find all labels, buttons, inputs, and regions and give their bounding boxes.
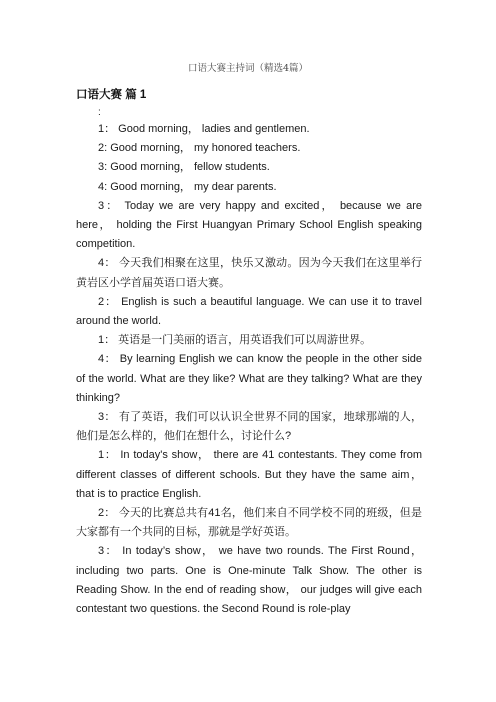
paragraph: 1： In today's show， there are 41 contestants. They come from different classes of different schools. But they have the same aim， that is to practice English.: [76, 449, 422, 500]
paragraph: 3： Today we are very happy and excited， because we are here， holding the First Huangyan Primary School English speaking competition.: [76, 199, 422, 251]
paragraph: 2： 今天的比赛总共有41名，他们来自不同学校不同的班级，但是大家都有一个共同的目标，那就是学好英语。: [76, 507, 422, 539]
paragraph: 3: Good morning， fellow students.: [98, 161, 270, 174]
paragraph: 3： 有了英语，我们可以认识全世界不同的国家，地球那端的人，他们是怎么样的，他们在想什么，讨论什么?: [76, 411, 422, 443]
paragraph: 2： English is such a beautiful language. We can use it to travel around the world.: [76, 295, 422, 328]
paragraph: :: [98, 107, 101, 118]
paragraph: 1： Good morning， ladies and gentlemen.: [98, 123, 310, 135]
section-title: 口语大赛 篇 1: [76, 89, 147, 101]
document-body: [76, 106, 422, 619]
paragraph: 4: Good morning， my dear parents.: [98, 180, 277, 193]
paragraph: 1： 英语是一门美丽的语言，用英语我们可以周游世界。: [98, 334, 372, 347]
document-header: 口语大赛主持词（精选4篇）: [187, 63, 309, 74]
paragraph: 4： 今天我们相聚在这里，快乐又激动。因为今天我们在这里举行黄岩区小学首届英语口语大赛。: [76, 257, 422, 289]
paragraph: 4： By learning English we can know the people in the other side of the world. What are they like? What are they talking? What are they thinking?: [76, 353, 422, 404]
paragraph: 2: Good morning， my honored teachers.: [98, 142, 301, 155]
paragraph: 3： In today’s show， we have two rounds. The First Round， including two parts. One is One-minute Talk Show. The other is Reading Show. In the end of reading show， our judges will give each contestant two questions. the Second Round is role-play: [76, 545, 422, 616]
